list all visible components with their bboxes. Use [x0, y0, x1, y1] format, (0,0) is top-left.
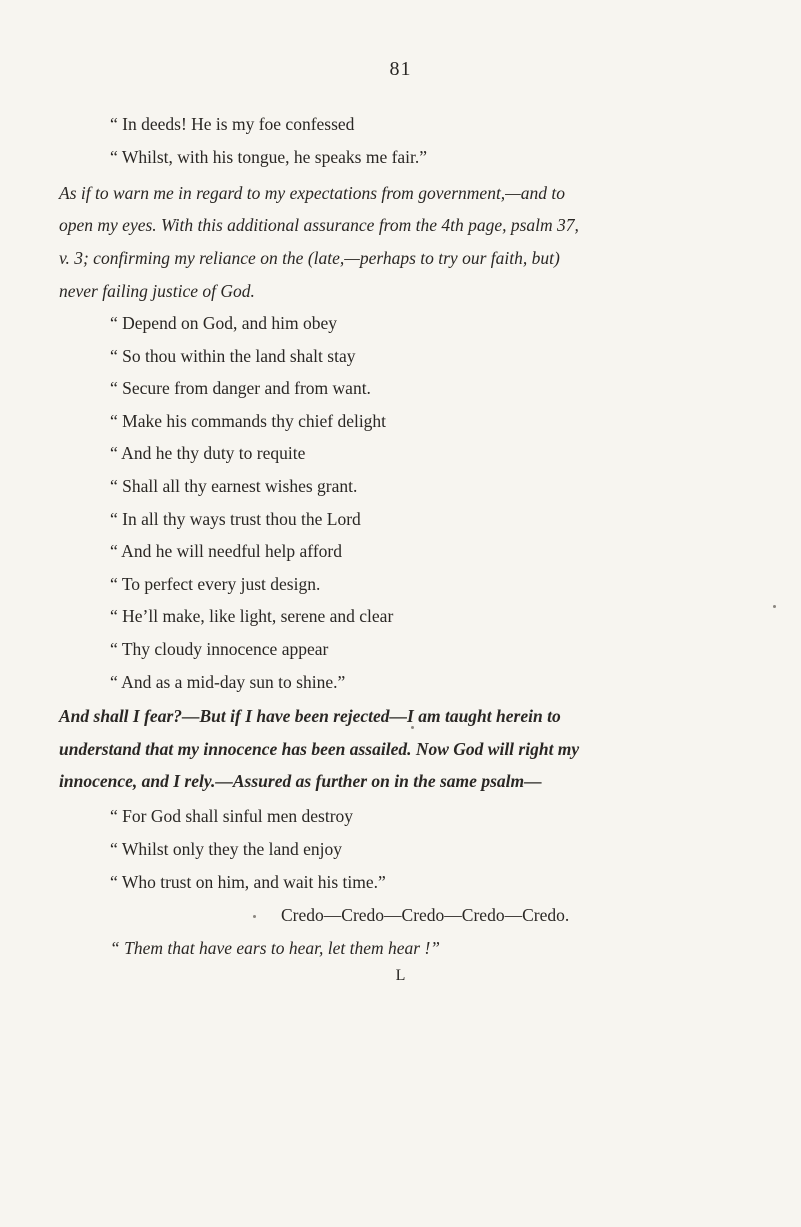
verse-line: “ And he thy duty to requite: [110, 443, 306, 463]
page-number: 81: [389, 58, 412, 80]
paragraph-line: v. 3; confirming my reliance on the (late,—perhaps to try our faith, but): [59, 248, 560, 268]
verse-line: “ In all thy ways trust thou the Lord: [110, 509, 361, 529]
verse-line: “ In deeds! He is my foe confessed: [110, 114, 355, 134]
verse-line: “ Who trust on him, and wait his time.”: [110, 872, 386, 892]
verse-line: “ And as a mid-day sun to shine.”: [110, 672, 346, 692]
verse-line: “ Secure from danger and from want.: [110, 378, 371, 398]
verse-line: “ Shall all thy earnest wishes grant.: [110, 476, 358, 496]
paragraph-line: innocence, and I rely.—Assured as further on in the same psalm—: [59, 771, 542, 791]
verse-line: “ He’ll make, like light, serene and clear: [110, 606, 394, 626]
verse-line: “ Whilst, with his tongue, he speaks me fair.”: [110, 147, 428, 167]
signature-mark: L: [395, 967, 406, 984]
verse-line: “ Make his commands thy chief delight: [110, 411, 387, 431]
paragraph-line: never failing justice of God.: [59, 281, 255, 301]
paragraph-line: And shall I fear?—But if I have been rejected—I am taught herein to: [59, 706, 561, 726]
verse-line: “ To perfect every just design.: [110, 574, 321, 594]
ink-speck: [773, 605, 776, 608]
verse-line: “ Depend on God, and him obey: [110, 313, 337, 333]
ink-speck: [411, 726, 414, 729]
verse-line: “ And he will needful help afford: [110, 541, 342, 561]
ink-speck: [253, 915, 256, 918]
verse-line: “ For God shall sinful men destroy: [110, 806, 354, 826]
verse-line: “ So thou within the land shalt stay: [110, 346, 356, 366]
paragraph-line: open my eyes. With this additional assurance from the 4th page, psalm 37,: [59, 215, 579, 235]
closing-quote: “ Them that have ears to hear, let them hear !”: [110, 938, 441, 958]
verse-line: “ Thy cloudy innocence appear: [110, 639, 329, 659]
verse-line: “ Whilst only they the land enjoy: [110, 839, 342, 859]
paragraph-line: understand that my innocence has been assailed. Now God will right my: [59, 739, 580, 759]
paragraph-line: As if to warn me in regard to my expectations from government,—and to: [59, 183, 565, 203]
credo-line: Credo—Credo—Credo—Credo—Credo.: [281, 905, 570, 925]
